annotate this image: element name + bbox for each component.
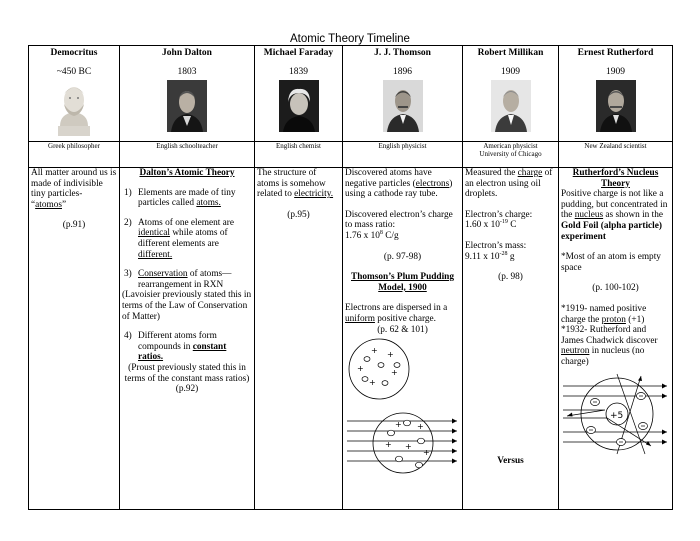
page-reference: (p. 100-102): [592, 283, 639, 294]
democritus-content: All matter around us is made of indivisible tiny particles- “atomos” (p.91): [29, 168, 120, 510]
portrait-photo-icon: [167, 80, 207, 132]
dalton-content: [120, 168, 255, 510]
thomson-content: Discovered atoms have negative particles (electrons) using a cathode ray tube. Discovered electron’s charge to mass ratio: 1.76 x $10^8$ C/g (p. 97-98) Thomson’s Plum Pudding Model, 1900 Electrons are dispersed in a uniform positive charge. (p. 62 & 101) + + + + + + + + + +: [343, 168, 463, 510]
scientist-affiliation: University of Chicago: [479, 150, 542, 158]
versus-label: Versus: [497, 456, 524, 466]
svg-text:+: +: [385, 440, 392, 450]
page-reference: (p.95): [287, 209, 310, 220]
svg-text:+: +: [391, 368, 398, 378]
millikan-content: Measured the charge of an electron using oil droplets. Electron’s charge: 1.60 x $10^{-19}$ C Electron’s mass: 9.11 x $10^{-28}$ g (p. 98) Versus: [463, 168, 559, 510]
plum-pudding-heading: Thomson’s Plum Pudding Model, 1900: [351, 272, 454, 293]
portrait-photo-icon: [279, 80, 319, 132]
portrait-photo-icon: [596, 80, 636, 132]
svg-text:+: +: [395, 420, 402, 430]
scientist-content-row: [29, 168, 673, 510]
scientist-year: 1839: [289, 67, 308, 77]
svg-text:+: +: [387, 350, 394, 360]
svg-text:+: +: [417, 422, 424, 432]
portrait-photo-icon: [383, 80, 423, 132]
scientist-year: ~450 BC: [56, 67, 92, 77]
scientist-role: English physicist: [378, 142, 427, 150]
scientist-name: Michael Faraday: [263, 48, 334, 58]
dalton-point-3: 3) Conservation of atoms—rearrangement in RXN: [124, 269, 232, 290]
bust-portrait-icon: [52, 80, 96, 136]
scientist-year: 1909: [606, 67, 625, 77]
dalton-heading: Dalton’s Atomic Theory: [139, 168, 235, 178]
rutherford-heading: Rutherford’s Nucleus Theory: [572, 168, 659, 189]
scientist-header-dalton: [120, 46, 255, 142]
scientist-role: English schoolteacher: [156, 142, 218, 150]
scientist-name: Robert Millikan: [477, 48, 544, 58]
rutherford-content: Rutherford’s Nucleus Theory Positive charge is not like a pudding, but concentrated in the nucleus as shown in the Gold Foil (alpha particle) experiment *Most of an atom is empty space (p. 100-102) *1919- named positive charge the proton (+1) *1932- Rutherford and James Chadwick discover neutron in nucleus (no charge) +5: [559, 168, 673, 510]
scientist-year: 1909: [501, 67, 520, 77]
svg-text:+: +: [357, 364, 364, 374]
plum-pudding-model-icon: [345, 337, 461, 477]
page-reference: (p.91): [62, 220, 86, 231]
dalton-point-2: 2) Atoms of one element are identical while atoms of different elements are different.: [124, 217, 235, 260]
page-reference: (p. 98): [498, 272, 523, 283]
scientist-name: Democritus: [50, 48, 98, 58]
svg-text:+: +: [423, 448, 430, 458]
gold-foil-nucleus-icon: [561, 372, 669, 456]
scientist-name: Ernest Rutherford: [577, 48, 654, 58]
scientist-role: Greek philosopher: [48, 142, 100, 150]
dalton-point-4: 4) Different atoms form compounds in constant ratios.: [124, 331, 227, 363]
dalton-note-lavoisier: (Lavoisier previously stated this in terms of the Law of Conservation of Matter): [122, 290, 252, 322]
scientist-header-faraday: [255, 46, 343, 142]
scientist-header-rutherford: [559, 46, 673, 142]
svg-text:+: +: [371, 346, 378, 356]
scientist-year: 1803: [177, 67, 197, 77]
scientist-role: English chemist: [276, 142, 321, 150]
scientist-header-row: [29, 46, 673, 142]
scientist-name: J. J. Thomson: [374, 48, 431, 58]
faraday-content: The structure of atoms is somehow related to electricity. (p.95): [255, 168, 343, 510]
svg-text:+: +: [369, 378, 376, 388]
scientist-header-thomson: [343, 46, 463, 142]
timeline-table: [28, 45, 673, 510]
scientist-header-democritus: [29, 46, 120, 142]
scientist-name: John Dalton: [162, 48, 212, 58]
page-reference: (p. 97-98): [383, 251, 422, 262]
scientist-year: 1896: [393, 67, 412, 77]
scientist-role-row: [29, 142, 673, 168]
nucleus-charge-label: +5: [610, 410, 624, 421]
portrait-photo-icon: [491, 80, 531, 132]
dalton-note-proust: (Proust previously stated this in terms of the constant mass ratios) (p.92): [124, 362, 250, 395]
scientist-role: American physicist: [483, 142, 538, 150]
page-title: Atomic Theory Timeline: [290, 33, 410, 45]
scientist-header-millikan: [463, 46, 559, 142]
dalton-point-1: 1) Elements are made of tiny particles called atoms.: [124, 187, 236, 209]
page-reference: (p. 62 & 101): [377, 324, 428, 335]
scientist-role: New Zealand scientist: [584, 142, 647, 150]
svg-text:+: +: [405, 442, 412, 452]
